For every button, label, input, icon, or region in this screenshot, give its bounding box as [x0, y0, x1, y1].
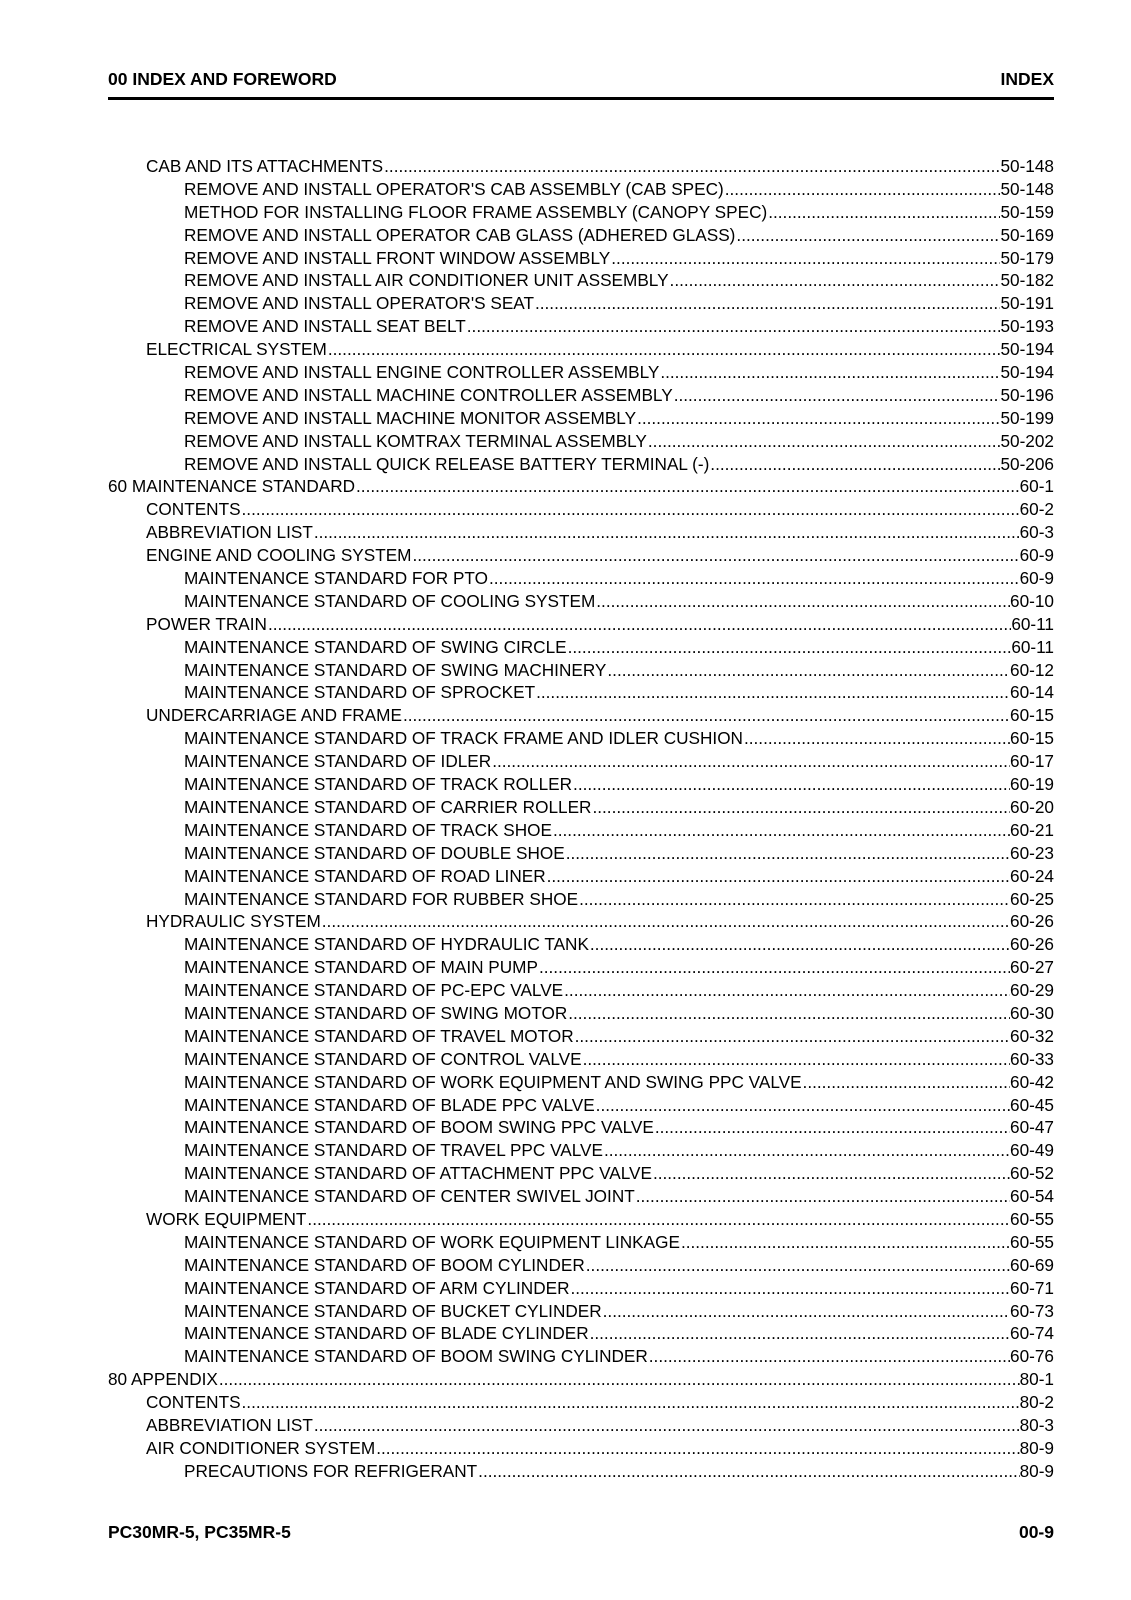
toc-entry-title: MAINTENANCE STANDARD OF CONTROL VALVE — [184, 1048, 582, 1069]
toc-entry-page: 80-9 — [1019, 1460, 1054, 1481]
toc-entry[interactable] — [108, 453, 1054, 476]
toc-entry[interactable] — [108, 1414, 1054, 1437]
dot-leader — [313, 1414, 1020, 1437]
dot-leader — [767, 201, 1000, 224]
toc-entry-page: 50-159 — [1000, 201, 1054, 222]
toc-entry-title: ABBREVIATION LIST — [146, 522, 313, 543]
dot-leader — [724, 178, 1001, 201]
toc-entry[interactable] — [108, 361, 1054, 384]
toc-entry[interactable] — [108, 178, 1054, 201]
dot-leader — [552, 819, 1010, 842]
dot-leader — [383, 155, 1000, 178]
toc-entry-title: MAINTENANCE STANDARD OF WORK EQUIPMENT AND SWING PPC VALVE — [184, 1071, 802, 1092]
toc-entry-page: 60-15 — [1010, 728, 1054, 749]
toc-entry-title: MAINTENANCE STANDARD FOR RUBBER SHOE — [184, 888, 579, 909]
toc-entry-page: 50-196 — [1000, 384, 1054, 405]
toc-entry[interactable] — [108, 1300, 1054, 1323]
header-index-label: INDEX — [1000, 69, 1054, 89]
dot-leader — [595, 590, 1010, 613]
toc-entry[interactable] — [108, 659, 1054, 682]
dot-leader — [606, 659, 1010, 682]
toc-entry-page: 60-9 — [1019, 568, 1054, 589]
toc-entry-page: 60-11 — [1011, 613, 1054, 634]
toc-entry[interactable] — [108, 430, 1054, 453]
dot-leader — [654, 1116, 1010, 1139]
toc-entry-page: 60-32 — [1010, 1025, 1054, 1046]
toc-entry[interactable] — [108, 590, 1054, 613]
toc-entry[interactable] — [108, 1254, 1054, 1277]
header-section-title: 00 INDEX AND FOREWORD — [108, 69, 337, 89]
toc-entry[interactable] — [108, 475, 1054, 498]
toc-entry-page: 60-47 — [1010, 1117, 1054, 1138]
toc-entry-page: 60-69 — [1010, 1254, 1054, 1275]
toc-entry-page: 80-9 — [1019, 1437, 1054, 1458]
toc-entry-title: MAINTENANCE STANDARD OF BLADE PPC VALVE — [184, 1094, 595, 1115]
toc-entry[interactable] — [108, 1094, 1054, 1117]
toc-entry[interactable] — [108, 315, 1054, 338]
toc-entry-page: 60-42 — [1010, 1071, 1054, 1092]
toc-entry-title: CONTENTS — [146, 1392, 241, 1413]
toc-entry-title: MAINTENANCE STANDARD OF BOOM SWING CYLINDER — [184, 1346, 648, 1367]
dot-leader — [802, 1071, 1010, 1094]
toc-entry-page: 60-26 — [1010, 934, 1054, 955]
dot-leader — [538, 956, 1010, 979]
dot-leader — [267, 613, 1011, 636]
toc-entry[interactable] — [108, 842, 1054, 865]
toc-entry-title: MAINTENANCE STANDARD OF TRACK FRAME AND IDLER CUSHION — [184, 728, 743, 749]
dot-leader — [488, 567, 1020, 590]
toc-entry-page: 60-30 — [1010, 1002, 1054, 1023]
toc-entry[interactable] — [108, 269, 1054, 292]
toc-entry-page: 50-199 — [1000, 407, 1054, 428]
dot-leader — [466, 315, 1001, 338]
toc-entry-page: 50-191 — [1000, 293, 1054, 314]
dot-leader — [477, 1460, 1019, 1483]
toc-entry[interactable] — [108, 888, 1054, 911]
toc-entry[interactable] — [108, 1139, 1054, 1162]
toc-entry[interactable] — [108, 910, 1054, 933]
toc-entry-page: 60-49 — [1010, 1140, 1054, 1161]
toc-entry-page: 50-193 — [1000, 316, 1054, 337]
dot-leader — [569, 1277, 1010, 1300]
toc-entry-title: MAINTENANCE STANDARD OF SPROCKET — [184, 682, 536, 703]
dot-leader — [567, 636, 1012, 659]
toc-entry[interactable] — [108, 1368, 1054, 1391]
toc-entry[interactable] — [108, 1048, 1054, 1071]
dot-leader — [563, 979, 1010, 1002]
page-header — [108, 68, 1054, 90]
toc-entry-page: 60-45 — [1010, 1094, 1054, 1115]
toc-entry-title: REMOVE AND INSTALL ENGINE CONTROLLER ASSEMBLY — [184, 362, 660, 383]
toc-entry-title: REMOVE AND INSTALL KOMTRAX TERMINAL ASSEMBLY — [184, 430, 647, 451]
toc-entry-title: MAINTENANCE STANDARD OF CARRIER ROLLER — [184, 796, 592, 817]
header-divider — [108, 97, 1054, 100]
dot-leader — [589, 933, 1010, 956]
toc-entry-title: MAINTENANCE STANDARD OF ATTACHMENT PPC VALVE — [184, 1163, 652, 1184]
dot-leader — [491, 750, 1010, 773]
toc-entry-title: MAINTENANCE STANDARD OF TRAVEL PPC VALVE — [184, 1140, 603, 1161]
toc-entry-page: 60-23 — [1010, 842, 1054, 863]
dot-leader — [647, 430, 1001, 453]
toc-entry-title: METHOD FOR INSTALLING FLOOR FRAME ASSEMBLY (CANOPY SPEC) — [184, 201, 768, 222]
toc-entry[interactable] — [108, 201, 1054, 224]
toc-entry-title: POWER TRAIN — [146, 613, 267, 634]
toc-entry-page: 60-74 — [1010, 1323, 1054, 1344]
toc-entry-title: REMOVE AND INSTALL FRONT WINDOW ASSEMBLY — [184, 247, 611, 268]
dot-leader — [535, 681, 1010, 704]
toc-entry[interactable] — [108, 636, 1054, 659]
toc-entry-title: REMOVE AND INSTALL MACHINE CONTROLLER ASSEMBLY — [184, 384, 673, 405]
toc-entry[interactable] — [108, 1185, 1054, 1208]
toc-entry[interactable] — [108, 933, 1054, 956]
dot-leader — [218, 1368, 1020, 1391]
toc-entry-title: REMOVE AND INSTALL AIR CONDITIONER UNIT ASSEMBLY — [184, 270, 669, 291]
dot-leader — [595, 1094, 1010, 1117]
dot-leader — [412, 544, 1020, 567]
toc-entry[interactable] — [108, 1208, 1054, 1231]
toc-entry-page: 60-29 — [1010, 980, 1054, 1001]
page-footer — [108, 1520, 1054, 1544]
toc-entry[interactable] — [108, 155, 1054, 178]
dot-leader — [578, 888, 1010, 911]
toc-entry[interactable] — [108, 1437, 1054, 1460]
toc-entry-title: REMOVE AND INSTALL OPERATOR CAB GLASS (ADHERED GLASS) — [184, 224, 736, 245]
toc-entry-page: 60-10 — [1010, 590, 1054, 611]
toc-entry-page: 60-14 — [1010, 682, 1054, 703]
toc-entry-page: 60-33 — [1010, 1048, 1054, 1069]
toc-entry[interactable] — [108, 521, 1054, 544]
toc-entry-title: 60 MAINTENANCE STANDARD — [108, 476, 356, 497]
toc-entry-title: WORK EQUIPMENT — [146, 1208, 307, 1229]
toc-entry-page: 60-25 — [1010, 888, 1054, 909]
toc-entry-title: MAINTENANCE STANDARD OF WORK EQUIPMENT LINKAGE — [184, 1231, 680, 1252]
toc-entry-page: 50-169 — [1000, 224, 1054, 245]
toc-entry-title: MAINTENANCE STANDARD OF ROAD LINER — [184, 865, 546, 886]
dot-leader — [321, 910, 1010, 933]
dot-leader — [572, 773, 1010, 796]
toc-entry[interactable] — [108, 681, 1054, 704]
toc-entry[interactable] — [108, 1025, 1054, 1048]
toc-entry[interactable] — [108, 727, 1054, 750]
toc-entry-title: MAINTENANCE STANDARD OF DOUBLE SHOE — [184, 842, 565, 863]
toc-entry-title: MAINTENANCE STANDARD OF PC-EPC VALVE — [184, 980, 564, 1001]
toc-entry-title: MAINTENANCE STANDARD OF HYDRAULIC TANK — [184, 934, 589, 955]
toc-entry-page: 60-24 — [1010, 865, 1054, 886]
dot-leader — [565, 842, 1010, 865]
toc-entry-title: MAINTENANCE STANDARD FOR PTO — [184, 568, 488, 589]
toc-entry[interactable] — [108, 750, 1054, 773]
toc-entry-title: MAINTENANCE STANDARD OF ARM CYLINDER — [184, 1277, 570, 1298]
dot-leader — [636, 407, 1000, 430]
dot-leader — [602, 1300, 1010, 1323]
toc-entry-title: AIR CONDITIONER SYSTEM — [146, 1437, 376, 1458]
toc-entry-page: 60-1 — [1019, 476, 1054, 497]
dot-leader — [327, 338, 1001, 361]
toc-entry[interactable] — [108, 773, 1054, 796]
dot-leader — [241, 498, 1020, 521]
toc-entry-page: 60-54 — [1010, 1186, 1054, 1207]
dot-leader — [669, 269, 1001, 292]
toc-entry-title: ENGINE AND COOLING SYSTEM — [146, 545, 412, 566]
dot-leader — [743, 727, 1010, 750]
toc-entry-title: ABBREVIATION LIST — [146, 1414, 313, 1435]
toc-entry-page: 60-26 — [1010, 911, 1054, 932]
toc-entry[interactable] — [108, 819, 1054, 842]
toc-entry-title: MAINTENANCE STANDARD OF TRAVEL MOTOR — [184, 1025, 574, 1046]
toc-entry-page: 60-19 — [1010, 774, 1054, 795]
toc-entry-page: 50-182 — [1000, 270, 1054, 291]
toc-entry[interactable] — [108, 1116, 1054, 1139]
toc-entry-title: MAINTENANCE STANDARD OF SWING CIRCLE — [184, 636, 567, 657]
dot-leader — [546, 865, 1010, 888]
toc-entry[interactable] — [108, 1162, 1054, 1185]
dot-leader — [648, 1345, 1010, 1368]
dot-leader — [582, 1048, 1010, 1071]
toc-entry-page: 60-52 — [1010, 1163, 1054, 1184]
toc-entry[interactable] — [108, 1345, 1054, 1368]
toc-entry-page: 60-21 — [1010, 819, 1054, 840]
toc-entry[interactable] — [108, 384, 1054, 407]
dot-leader — [635, 1185, 1010, 1208]
toc-entry-page: 60-17 — [1010, 751, 1054, 772]
toc-entry-title: MAINTENANCE STANDARD OF SWING MACHINERY — [184, 659, 607, 680]
toc-entry-title: UNDERCARRIAGE AND FRAME — [146, 705, 402, 726]
toc-entry-title: REMOVE AND INSTALL MACHINE MONITOR ASSEMBLY — [184, 407, 637, 428]
toc-entry-title: REMOVE AND INSTALL QUICK RELEASE BATTERY TERMINAL (-) — [184, 453, 710, 474]
toc-entry-page: 60-20 — [1010, 796, 1054, 817]
toc-entry-title: ELECTRICAL SYSTEM — [146, 339, 327, 360]
dot-leader — [306, 1208, 1010, 1231]
toc-entry-page: 50-202 — [1000, 430, 1054, 451]
toc-entry-title: CAB AND ITS ATTACHMENTS — [146, 156, 384, 176]
toc-entry-page: 50-179 — [1000, 247, 1054, 268]
dot-leader — [680, 1231, 1010, 1254]
toc-entry-title: MAINTENANCE STANDARD OF CENTER SWIVEL JOINT — [184, 1186, 635, 1207]
toc-entry[interactable] — [108, 292, 1054, 315]
toc-entry[interactable] — [108, 407, 1054, 430]
toc-entry-title: REMOVE AND INSTALL OPERATOR'S CAB ASSEMBLY (CAB SPEC) — [184, 178, 724, 199]
toc-entry-title: MAINTENANCE STANDARD OF TRACK ROLLER — [184, 774, 573, 795]
dot-leader — [673, 384, 1001, 407]
toc-entry-page: 60-2 — [1019, 499, 1054, 520]
toc-entry-title: MAINTENANCE STANDARD OF IDLER — [184, 751, 492, 772]
toc-entry-page: 60-3 — [1019, 522, 1054, 543]
toc-entry[interactable] — [108, 1231, 1054, 1254]
toc-entry-page: 60-55 — [1010, 1208, 1054, 1229]
toc-entry-title: HYDRAULIC SYSTEM — [146, 911, 321, 932]
toc-entry-title: MAINTENANCE STANDARD OF BOOM CYLINDER — [184, 1254, 585, 1275]
dot-leader — [709, 453, 1000, 476]
dot-leader — [355, 475, 1020, 498]
toc-entry-page: 60-11 — [1011, 636, 1054, 657]
toc-entry-page: 60-27 — [1010, 957, 1054, 978]
dot-leader — [652, 1162, 1010, 1185]
toc-entry[interactable] — [108, 796, 1054, 819]
toc-entry-page: 80-2 — [1019, 1392, 1054, 1413]
toc-entry-title: REMOVE AND INSTALL OPERATOR'S SEAT — [184, 293, 534, 314]
toc-entry-page: 50-194 — [1000, 339, 1054, 360]
dot-leader — [610, 247, 1000, 270]
toc-entry-page: 60-76 — [1010, 1346, 1054, 1367]
toc-entry[interactable] — [108, 1322, 1054, 1345]
toc-entry-title: MAINTENANCE STANDARD OF MAIN PUMP — [184, 957, 538, 978]
dot-leader — [735, 224, 1000, 247]
dot-leader — [567, 1002, 1010, 1025]
dot-leader — [241, 1391, 1020, 1414]
toc-entry[interactable] — [108, 567, 1054, 590]
toc-entry[interactable] — [108, 247, 1054, 270]
dot-leader — [313, 521, 1020, 544]
toc-entry-page: 80-3 — [1019, 1414, 1054, 1435]
toc-entry-title: 80 APPENDIX — [108, 1369, 218, 1390]
toc-entry-page: 50-148 — [1000, 156, 1054, 176]
toc-entry[interactable] — [108, 1460, 1054, 1483]
toc-entry-page: 50-206 — [1000, 453, 1054, 474]
dot-leader — [375, 1437, 1019, 1460]
toc-entry-title: PRECAUTIONS FOR REFRIGERANT — [184, 1460, 478, 1481]
footer-page-number: 00-9 — [1018, 1521, 1054, 1542]
toc-entry-title: MAINTENANCE STANDARD OF SWING MOTOR — [184, 1002, 568, 1023]
toc-entry-title: MAINTENANCE STANDARD OF BUCKET CYLINDER — [184, 1300, 602, 1321]
toc-entry-page: 60-15 — [1010, 705, 1054, 726]
toc-entry[interactable] — [108, 704, 1054, 727]
footer-model-names: PC30MR-5, PC35MR-5 — [108, 1521, 291, 1542]
toc-entry-page: 50-194 — [1000, 362, 1054, 383]
toc-entry-title: REMOVE AND INSTALL SEAT BELT — [184, 316, 466, 337]
toc-entry-title: MAINTENANCE STANDARD OF BOOM SWING PPC VALVE — [184, 1117, 654, 1138]
toc-entry[interactable] — [108, 338, 1054, 361]
toc-entry-page: 80-1 — [1019, 1369, 1054, 1390]
toc-entry[interactable] — [108, 956, 1054, 979]
toc-entry[interactable] — [108, 1071, 1054, 1094]
toc-entry-title: MAINTENANCE STANDARD OF TRACK SHOE — [184, 819, 552, 840]
dot-leader — [659, 361, 1000, 384]
toc-entry-page: 60-73 — [1010, 1300, 1054, 1321]
dot-leader — [591, 796, 1010, 819]
toc-entry-page: 60-55 — [1010, 1231, 1054, 1252]
toc-entry[interactable] — [108, 544, 1054, 567]
toc-entry-page: 50-148 — [1000, 178, 1054, 199]
toc-entry-title: CONTENTS — [146, 499, 241, 520]
toc-entry[interactable] — [108, 498, 1054, 521]
dot-leader — [402, 704, 1010, 727]
toc-entry[interactable] — [108, 1391, 1054, 1414]
toc-entry[interactable] — [108, 865, 1054, 888]
toc-entry[interactable] — [108, 1002, 1054, 1025]
toc-entry-title: MAINTENANCE STANDARD OF COOLING SYSTEM — [184, 590, 596, 611]
toc-entry[interactable] — [108, 224, 1054, 247]
dot-leader — [534, 292, 1000, 315]
toc-entry[interactable] — [108, 1277, 1054, 1300]
dot-leader — [574, 1025, 1010, 1048]
toc-entry-page: 60-9 — [1019, 545, 1054, 566]
table-of-contents — [108, 155, 1054, 1483]
toc-entry[interactable] — [108, 613, 1054, 636]
toc-entry[interactable] — [108, 979, 1054, 1002]
dot-leader — [589, 1322, 1010, 1345]
toc-entry-title: MAINTENANCE STANDARD OF BLADE CYLINDER — [184, 1323, 589, 1344]
dot-leader — [603, 1139, 1010, 1162]
dot-leader — [585, 1254, 1010, 1277]
toc-entry-page: 60-12 — [1010, 659, 1054, 680]
toc-entry-page: 60-71 — [1010, 1277, 1054, 1298]
